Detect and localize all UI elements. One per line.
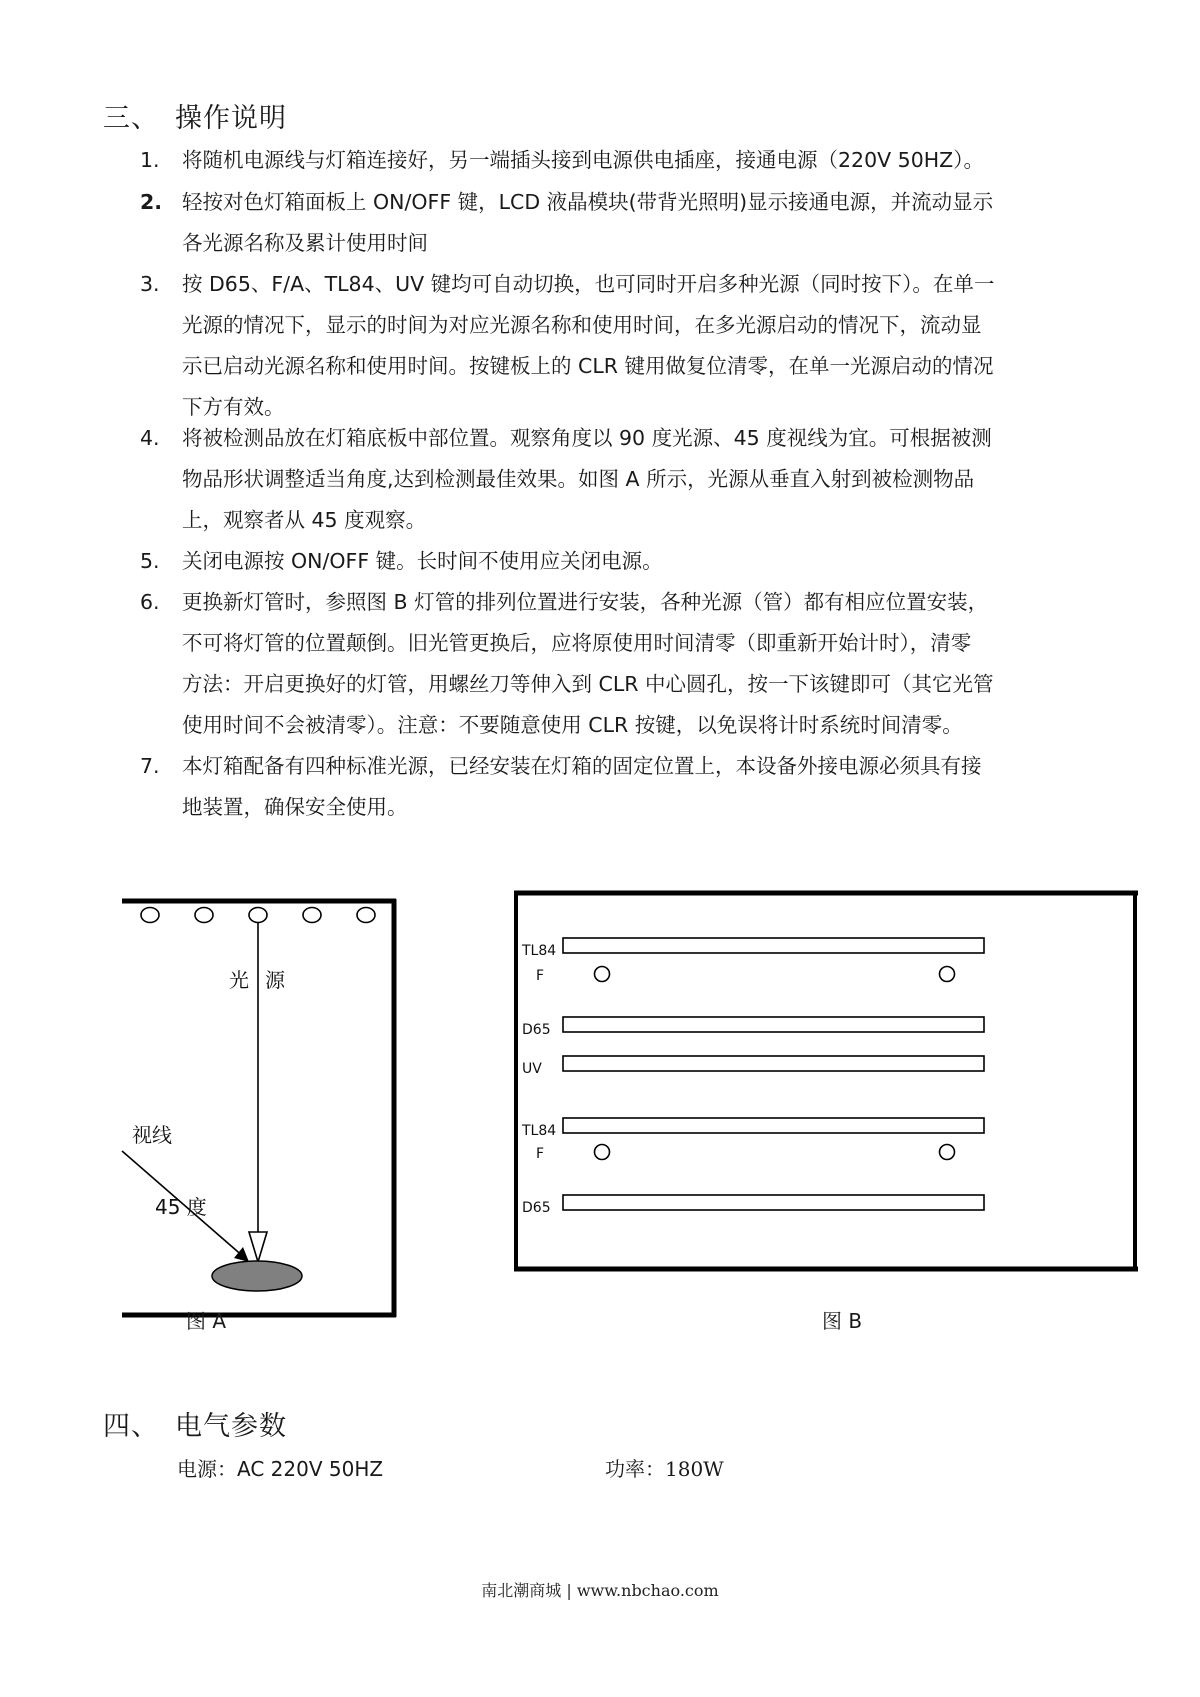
instruction-item bbox=[140, 746, 1130, 828]
light-source-label-2: 源 bbox=[265, 968, 285, 992]
power-supply-value: AC 220V 50HZ bbox=[237, 1457, 384, 1481]
lamp-bulb bbox=[595, 1145, 610, 1160]
sight-arrow-head-icon bbox=[234, 1247, 249, 1262]
instruction-text: 关闭电源按 ON/OFF 键。长时间不使用应关闭电源。 bbox=[182, 549, 663, 573]
instruction-line bbox=[140, 140, 1130, 181]
power-rating-spec bbox=[605, 1453, 724, 1482]
instruction-item bbox=[140, 140, 1130, 181]
instruction-text: 下方有效。 bbox=[182, 395, 285, 419]
instruction-number: 1. bbox=[140, 148, 160, 172]
figure-a-diagram bbox=[100, 880, 400, 1320]
instruction-line bbox=[140, 459, 1130, 500]
lamp-bulb bbox=[595, 967, 610, 982]
tube-label: D65 bbox=[522, 1022, 551, 1038]
instruction-line bbox=[140, 500, 1130, 541]
instruction-item bbox=[140, 182, 1130, 264]
instruction-line bbox=[140, 305, 1130, 346]
fluorescent-tube bbox=[563, 1118, 984, 1133]
instruction-number: 3. bbox=[140, 272, 160, 296]
instruction-item bbox=[140, 541, 1130, 582]
instruction-text: 各光源名称及累计使用时间 bbox=[182, 231, 428, 255]
instruction-line bbox=[140, 182, 1130, 223]
instruction-text: 将随机电源线与灯箱连接好，另一端插头接到电源供电插座，接通电源（220V 50HZ）。 bbox=[182, 148, 984, 172]
instruction-line bbox=[140, 346, 1130, 387]
fluorescent-tube bbox=[563, 1017, 984, 1032]
instruction-text: 将被检测品放在灯箱底板中部位置。观察角度以 90 度光源、45 度视线为宜。可根据被测 bbox=[182, 426, 992, 450]
instruction-line bbox=[140, 582, 1130, 623]
instruction-line bbox=[140, 223, 1130, 264]
inspected-object bbox=[212, 1261, 302, 1291]
instruction-number: 4. bbox=[140, 426, 160, 450]
instruction-text: 方法：开启更换好的灯管，用螺丝刀等伸入到 CLR 中心圆孔，按一下该键即可（其它光管 bbox=[182, 672, 994, 696]
instruction-item bbox=[140, 264, 1130, 428]
lamp-bulb bbox=[940, 967, 955, 982]
instruction-line bbox=[140, 746, 1130, 787]
lamp-circle bbox=[195, 908, 213, 923]
lamp-circle bbox=[141, 908, 159, 923]
instruction-text: 本灯箱配备有四种标准光源，已经安装在灯箱的固定位置上，本设备外接电源必须具有接 bbox=[182, 754, 982, 778]
tube-label: TL84 bbox=[522, 1123, 557, 1139]
instruction-text: 示已启动光源名称和使用时间。按键板上的 CLR 键用做复位清零，在单一光源启动的情况 bbox=[182, 354, 994, 378]
angle-label: 45 度 bbox=[155, 1195, 207, 1219]
instruction-number: 6. bbox=[140, 590, 160, 614]
section-3-heading bbox=[103, 96, 287, 135]
instruction-text: 地装置，确保安全使用。 bbox=[182, 795, 408, 819]
instruction-text: 按 D65、F/A、TL84、UV 键均可自动切换，也可同时开启多种光源（同时按下）。在单一 bbox=[182, 272, 995, 296]
instruction-line bbox=[140, 264, 1130, 305]
instruction-text: 更换新灯管时，参照图 B 灯管的排列位置进行安装，各种光源（管）都有相应位置安装， bbox=[182, 590, 989, 614]
fluorescent-tube bbox=[563, 1056, 984, 1071]
lamp-bulb bbox=[940, 1145, 955, 1160]
lamp-circle bbox=[249, 908, 267, 923]
power-rating-value: 180W bbox=[665, 1457, 724, 1481]
lamp-circle bbox=[303, 908, 321, 923]
instruction-text: 物品形状调整适当角度,达到检测最佳效果。如图 A 所示，光源从垂直入射到被检测物品 bbox=[182, 467, 975, 491]
power-rating-label: 功率： bbox=[605, 1457, 665, 1481]
light-arrow-head-icon bbox=[249, 1232, 267, 1262]
instruction-text: 轻按对色灯箱面板上 ON/OFF 键，LCD 液晶模块(带背光照明)显示接通电源，并流动显示 bbox=[182, 190, 994, 214]
instruction-number: 7. bbox=[140, 754, 160, 778]
figure-b-caption: 图 B bbox=[822, 1309, 863, 1333]
instruction-number: 2. bbox=[140, 190, 163, 214]
instruction-line bbox=[140, 541, 1130, 582]
section-4-title: 电气参数 bbox=[175, 1411, 287, 1442]
figure-b-diagram bbox=[510, 880, 1140, 1280]
instruction-item bbox=[140, 418, 1130, 541]
footer-site-credit: 南北潮商城 | www.nbchao.com bbox=[481, 1581, 719, 1600]
instruction-text: 使用时间不会被清零）。注意：不要随意使用 CLR 按键，以免误将计时系统时间清零。 bbox=[182, 713, 963, 737]
tube-label: UV bbox=[522, 1061, 542, 1077]
instruction-text: 上，观察者从 45 度观察。 bbox=[182, 508, 427, 532]
tube-label: D65 bbox=[522, 1200, 551, 1216]
light-source-label-1: 光 bbox=[229, 968, 249, 992]
tube-label: F bbox=[536, 1146, 545, 1162]
section-3-number: 三、 bbox=[103, 103, 159, 134]
instruction-line bbox=[140, 623, 1130, 664]
instruction-line bbox=[140, 418, 1130, 459]
instruction-line bbox=[140, 664, 1130, 705]
tube-label: TL84 bbox=[522, 943, 557, 959]
power-supply-label: 电源： bbox=[177, 1457, 237, 1481]
instruction-text: 不可将灯管的位置颠倒。旧光管更换后，应将原使用时间清零（即重新开始计时），清零 bbox=[182, 631, 972, 655]
fluorescent-tube bbox=[563, 938, 984, 953]
instruction-line bbox=[140, 705, 1130, 746]
section-4-number: 四、 bbox=[103, 1411, 159, 1442]
instruction-number: 5. bbox=[140, 549, 160, 573]
instruction-text: 光源的情况下，显示的时间为对应光源名称和使用时间，在多光源启动的情况下，流动显 bbox=[182, 313, 982, 337]
instruction-item bbox=[140, 582, 1130, 746]
sight-line-label: 视线 bbox=[132, 1123, 172, 1147]
lamp-circle bbox=[357, 908, 375, 923]
section-3-title: 操作说明 bbox=[175, 103, 287, 134]
section-4-heading bbox=[103, 1404, 287, 1443]
figure-a-caption: 图 A bbox=[186, 1309, 227, 1333]
tube-label: F bbox=[536, 968, 545, 984]
fluorescent-tube bbox=[563, 1195, 984, 1210]
instruction-line bbox=[140, 787, 1130, 828]
power-supply-spec bbox=[177, 1453, 383, 1482]
